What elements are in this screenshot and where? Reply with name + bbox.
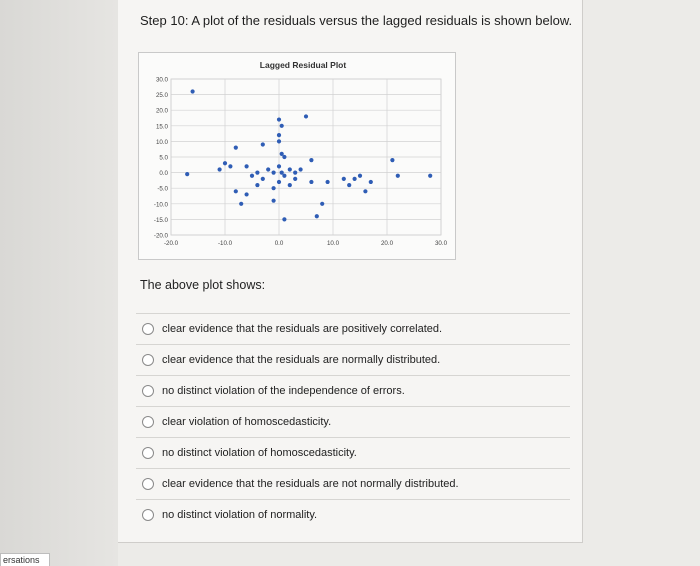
scatter-point <box>218 167 222 171</box>
scatter-point <box>282 174 286 178</box>
y-tick-label: 0.0 <box>159 170 168 178</box>
option-label: clear violation of homoscedasticity. <box>162 416 332 428</box>
scatter-point <box>320 202 324 206</box>
radio-button[interactable] <box>142 354 154 366</box>
scatter-point <box>245 164 249 168</box>
y-tick-label: 30.0 <box>155 76 168 84</box>
plot-prompt: The above plot shows: <box>140 278 266 292</box>
x-tick-label: -20.0 <box>163 240 179 247</box>
scatter-point <box>234 146 238 150</box>
scatter-point <box>288 167 292 171</box>
answer-option-4[interactable] <box>136 406 570 437</box>
scatter-point <box>255 171 259 175</box>
step-title: Step 10: A plot of the residuals versus the lagged residuals is shown below. <box>140 13 573 28</box>
scatter-point <box>299 167 303 171</box>
scatter-point <box>191 89 195 93</box>
x-tick-label: -10.0 <box>217 240 233 247</box>
option-label: no distinct violation of homoscedasticity. <box>162 447 357 459</box>
chart-svg <box>139 53 455 259</box>
scatter-point <box>280 124 284 128</box>
scatter-point <box>428 174 432 178</box>
option-label: clear evidence that the residuals are not normally distributed. <box>162 478 459 490</box>
y-tick-label: 15.0 <box>155 123 168 131</box>
scatter-point <box>369 180 373 184</box>
scatter-point <box>326 180 330 184</box>
scatter-point <box>390 158 394 162</box>
lagged-residual-chart <box>138 52 456 260</box>
conversations-tab[interactable]: ersations <box>0 553 50 566</box>
scatter-point <box>261 177 265 181</box>
scatter-point <box>293 177 297 181</box>
scatter-point <box>342 177 346 181</box>
scatter-point <box>223 161 227 165</box>
scatter-point <box>272 171 276 175</box>
option-label: clear evidence that the residuals are normally distributed. <box>162 354 441 366</box>
scatter-point <box>353 177 357 181</box>
scatter-point <box>309 180 313 184</box>
scatter-point <box>277 164 281 168</box>
scatter-point <box>239 202 243 206</box>
y-tick-label: -15.0 <box>153 216 168 224</box>
scatter-point <box>288 183 292 187</box>
scatter-point <box>185 172 189 176</box>
scatter-point <box>250 174 254 178</box>
x-tick-label: 30.0 <box>434 240 448 247</box>
scatter-point <box>245 192 249 196</box>
x-tick-label: 20.0 <box>380 240 394 247</box>
scatter-point <box>315 214 319 218</box>
y-tick-label: -20.0 <box>153 232 168 240</box>
answer-option-3[interactable] <box>136 375 570 406</box>
scatter-point <box>277 139 281 143</box>
scatter-point <box>228 164 232 168</box>
x-tick-label: 0.0 <box>274 240 284 247</box>
answer-option-1[interactable] <box>136 313 570 344</box>
scatter-point <box>282 155 286 159</box>
scatter-point <box>234 189 238 193</box>
y-tick-label: 25.0 <box>155 92 168 100</box>
y-tick-label: 5.0 <box>159 154 168 162</box>
radio-button[interactable] <box>142 416 154 428</box>
y-tick-label: 20.0 <box>155 107 168 115</box>
answer-option-2[interactable] <box>136 344 570 375</box>
radio-button[interactable] <box>142 447 154 459</box>
y-tick-label: -10.0 <box>153 201 168 209</box>
scatter-point <box>363 189 367 193</box>
option-label: no distinct violation of normality. <box>162 509 318 521</box>
scatter-point <box>293 171 297 175</box>
scatter-point <box>396 174 400 178</box>
radio-button[interactable] <box>142 323 154 335</box>
scatter-point <box>277 133 281 137</box>
chart-points <box>185 89 432 221</box>
scatter-point <box>277 180 281 184</box>
scatter-point <box>309 158 313 162</box>
chart-title: Lagged Residual Plot <box>259 60 347 70</box>
radio-button[interactable] <box>142 478 154 490</box>
option-label: clear evidence that the residuals are positively correlated. <box>162 323 443 335</box>
scatter-point <box>261 142 265 146</box>
scatter-point <box>304 114 308 118</box>
scatter-point <box>266 167 270 171</box>
y-tick-label: 10.0 <box>155 138 168 146</box>
chart-ticks <box>154 77 448 248</box>
answer-options <box>136 313 570 530</box>
scatter-point <box>358 174 362 178</box>
x-tick-label: 10.0 <box>326 240 340 247</box>
scatter-point <box>347 183 351 187</box>
chart-grid <box>171 79 441 235</box>
answer-option-5[interactable] <box>136 437 570 468</box>
scatter-point <box>277 117 281 121</box>
radio-button[interactable] <box>142 509 154 521</box>
scatter-point <box>272 199 276 203</box>
y-tick-label: -5.0 <box>157 185 168 193</box>
radio-button[interactable] <box>142 385 154 397</box>
option-label: no distinct violation of the independence of errors. <box>162 385 405 397</box>
left-background <box>0 0 118 566</box>
scatter-point <box>272 186 276 190</box>
answer-option-6[interactable] <box>136 468 570 499</box>
scatter-point <box>255 183 259 187</box>
answer-option-7[interactable] <box>136 499 570 530</box>
scatter-point <box>282 217 286 221</box>
